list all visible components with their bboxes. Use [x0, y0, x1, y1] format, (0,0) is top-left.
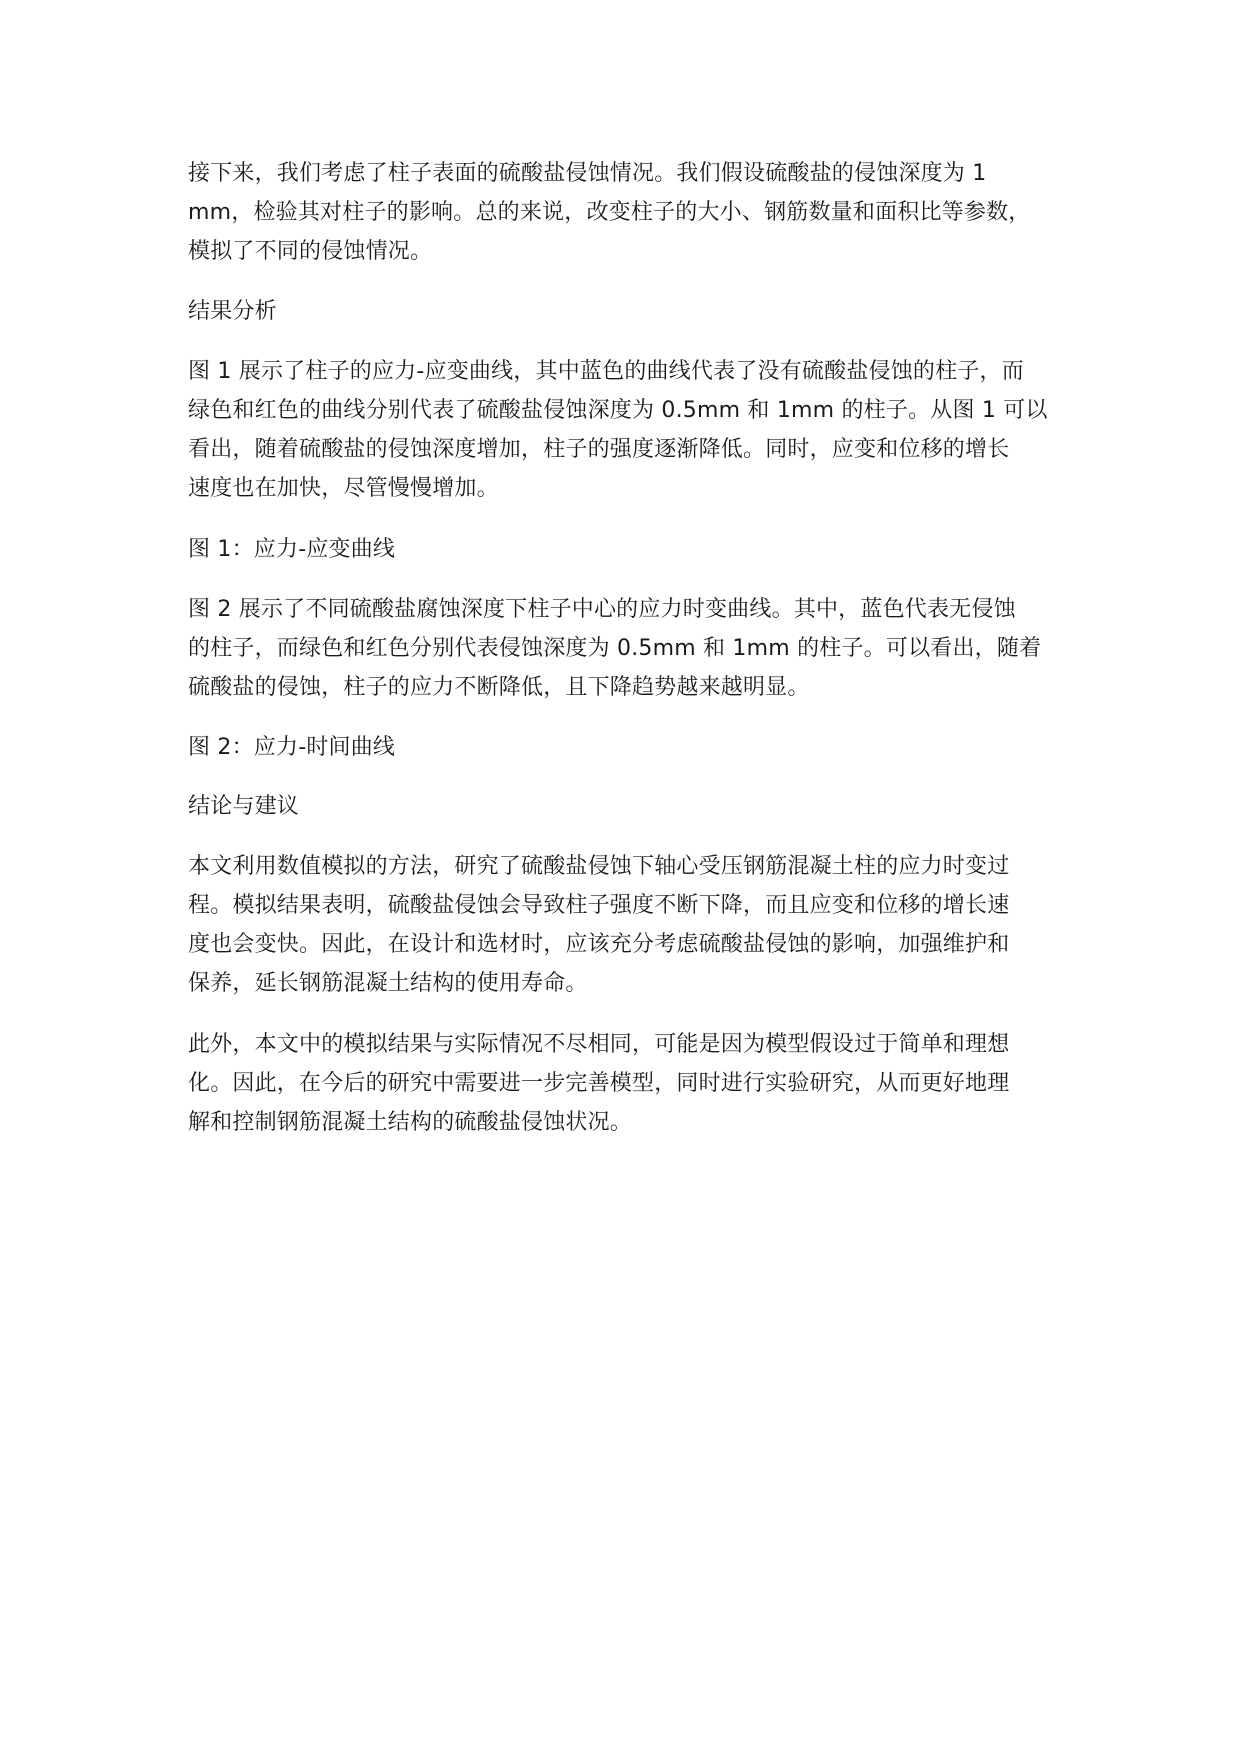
- text-line: 解和控制钢筋混凝土结构的硫酸盐侵蚀状况。: [188, 1110, 633, 1135]
- heading-conclusions: [188, 787, 1054, 826]
- text-line: 速度也在加快，尽管慢慢增加。: [188, 476, 499, 501]
- section-heading: 结论与建议: [188, 794, 300, 819]
- text-line: 度也会变快。因此，在设计和选材时，应该充分考虑硫酸盐侵蚀的影响，加强维护和: [188, 932, 1010, 957]
- text-line: 模拟了不同的侵蚀情况。: [188, 239, 433, 264]
- text-line: 的柱子，而绿色和红色分别代表侵蚀深度为 0.5mm 和 1mm 的柱子。可以看出，随着: [188, 636, 1042, 661]
- text-line: 看出，随着硫酸盐的侵蚀深度增加，柱子的强度逐渐降低。同时，应变和位移的增长: [188, 437, 1010, 462]
- paragraph-erosion-setup: [188, 154, 1054, 271]
- heading-results-analysis: [188, 292, 1054, 331]
- section-heading: 结果分析: [188, 299, 277, 324]
- text-line: 本文利用数值模拟的方法，研究了硫酸盐侵蚀下轴心受压钢筋混凝土柱的应力时变过: [188, 854, 1010, 879]
- paragraph-limitations: [188, 1025, 1054, 1142]
- text-line: 接下来，我们考虑了柱子表面的硫酸盐侵蚀情况。我们假设硫酸盐的侵蚀深度为 1: [188, 161, 987, 186]
- caption-text: 图 2：应力-时间曲线: [188, 735, 396, 760]
- caption-text: 图 1：应力-应变曲线: [188, 537, 396, 562]
- text-line: 硫酸盐的侵蚀，柱子的应力不断降低，且下降趋势越来越明显。: [188, 675, 810, 700]
- text-line: 保养，延长钢筋混凝土结构的使用寿命。: [188, 971, 588, 996]
- text-line: 图 2 展示了不同硫酸盐腐蚀深度下柱子中心的应力时变曲线。其中，蓝色代表无侵蚀: [188, 597, 1016, 622]
- text-line: 图 1 展示了柱子的应力-应变曲线，其中蓝色的曲线代表了没有硫酸盐侵蚀的柱子，而: [188, 359, 1024, 384]
- figure2-caption: [188, 728, 1054, 767]
- text-line: 绿色和红色的曲线分别代表了硫酸盐侵蚀深度为 0.5mm 和 1mm 的柱子。从图 1 可以: [188, 398, 1048, 423]
- text-line: 程。模拟结果表明，硫酸盐侵蚀会导致柱子强度不断下降，而且应变和位移的增长速: [188, 893, 1010, 918]
- figure1-caption: [188, 530, 1054, 569]
- paragraph-figure2-description: [188, 590, 1054, 707]
- paragraph-conclusion: [188, 847, 1054, 1003]
- text-line: 化。因此，在今后的研究中需要进一步完善模型，同时进行实验研究，从而更好地理: [188, 1071, 1010, 1096]
- text-line: mm，检验其对柱子的影响。总的来说，改变柱子的大小、钢筋数量和面积比等参数，: [188, 200, 1031, 225]
- paragraph-figure1-description: [188, 352, 1054, 508]
- text-line: 此外，本文中的模拟结果与实际情况不尽相同，可能是因为模型假设过于简单和理想: [188, 1032, 1010, 1057]
